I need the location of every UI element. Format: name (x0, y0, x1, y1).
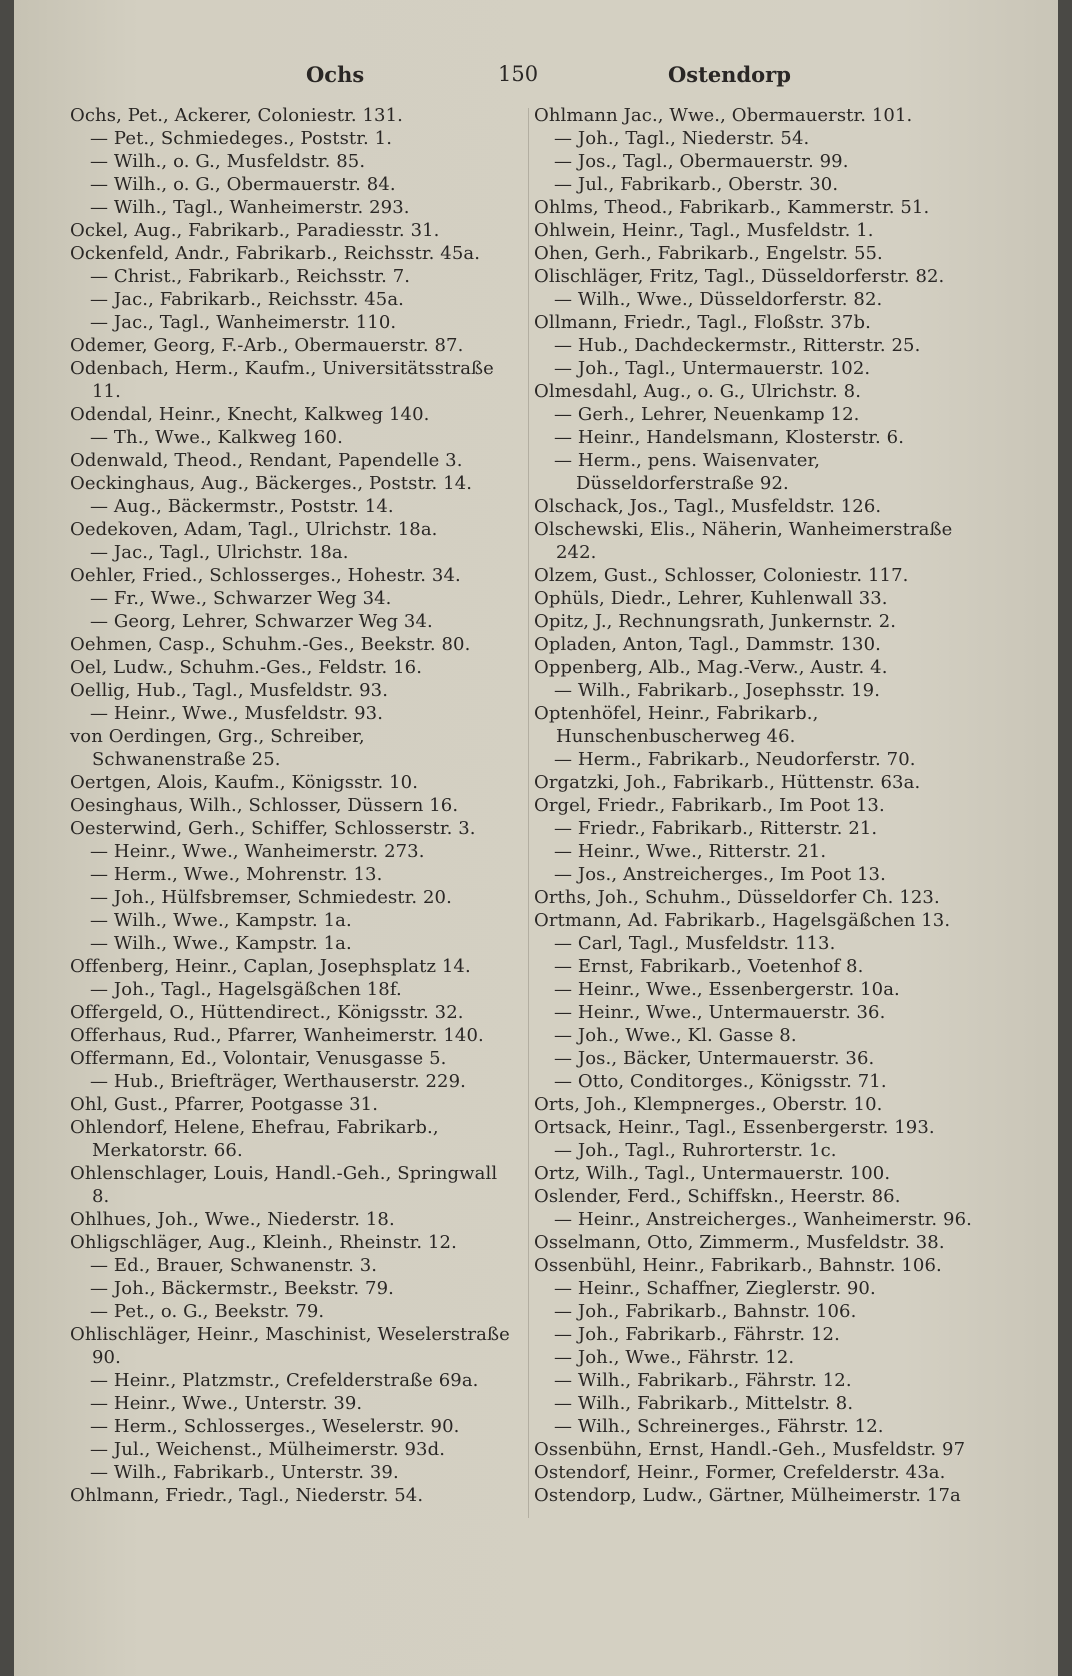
directory-entry: von Oerdingen, Grg., Schreiber, Schwanenstraße 25. (70, 726, 365, 770)
directory-entry: Oesterwind, Gerh., Schiffer, Schlosserstr. 3. (70, 818, 476, 839)
directory-entry: Olmesdahl, Aug., o. G., Ulrichstr. 8. (534, 381, 862, 402)
directory-entry: — Herm., Wwe., Mohrenstr. 13. (90, 864, 383, 885)
directory-entry: Ostendorp, Ludw., Gärtner, Mülheimerstr. 17a (534, 1485, 961, 1506)
directory-entry: Orths, Joh., Schuhm., Düsseldorfer Ch. 123. (534, 887, 940, 908)
directory-entry: — Joh., Tagl., Untermauerstr. 102. (554, 358, 871, 379)
directory-entry: — Wilh., Tagl., Wanheimerstr. 293. (90, 197, 410, 218)
directory-entry: — Ernst, Fabrikarb., Voetenhof 8. (554, 956, 864, 977)
directory-entry: — Joh., Wwe., Fährstr. 12. (554, 1347, 795, 1368)
directory-entry: Oeckinghaus, Aug., Bäckerges., Poststr. 14. (70, 473, 473, 494)
directory-entry: Orgel, Friedr., Fabrikarb., Im Poot 13. (534, 795, 885, 816)
left-column (70, 104, 510, 1507)
directory-entry: Ohl, Gust., Pfarrer, Pootgasse 31. (70, 1094, 379, 1115)
directory-entry: Olschack, Jos., Tagl., Musfeldstr. 126. (534, 496, 882, 517)
directory-entry: Ohlendorf, Helene, Ehefrau, Fabrikarb., Merkatorstr. 66. (70, 1117, 439, 1161)
directory-entry: — Wilh., Schreinerges., Fährstr. 12. (554, 1416, 884, 1437)
directory-entry: Oesinghaus, Wilh., Schlosser, Düssern 16. (70, 795, 459, 816)
directory-entry: Ohlmann Jac., Wwe., Obermauerstr. 101. (534, 105, 913, 126)
directory-entry: Offerhaus, Rud., Pfarrer, Wanheimerstr. 140. (70, 1025, 484, 1046)
page-number: 150 (498, 62, 539, 86)
directory-page (14, 0, 1058, 1676)
directory-entry: Odemer, Georg, F.-Arb., Obermauerstr. 87. (70, 335, 464, 356)
directory-entry: Oehmen, Casp., Schuhm.-Ges., Beekstr. 80. (70, 634, 471, 655)
directory-entry: — Jos., Bäcker, Untermauerstr. 36. (554, 1048, 875, 1069)
directory-entry: Ophüls, Diedr., Lehrer, Kuhlenwall 33. (534, 588, 888, 609)
directory-entry: — Heinr., Wwe., Musfeldstr. 93. (90, 703, 384, 724)
directory-entry: Ollmann, Friedr., Tagl., Floßstr. 37b. (534, 312, 871, 333)
right-entry-list (534, 104, 989, 1507)
directory-entry: — Heinr., Handelsmann, Klosterstr. 6. (554, 427, 905, 448)
directory-entry: Ohlischläger, Heinr., Maschinist, Weselerstraße 90. (70, 1324, 510, 1368)
directory-entry: — Wilh., Fabrikarb., Josephsstr. 19. (554, 680, 881, 701)
directory-entry: Osselmann, Otto, Zimmerm., Musfeldstr. 38. (534, 1232, 945, 1253)
directory-entry: — Wilh., Fabrikarb., Mittelstr. 8. (554, 1393, 854, 1414)
directory-entry: Ossenbühl, Heinr., Fabrikarb., Bahnstr. 106. (534, 1255, 942, 1276)
directory-entry: — Heinr., Wwe., Untermauerstr. 36. (554, 1002, 886, 1023)
directory-entry: Offermann, Ed., Volontair, Venusgasse 5. (70, 1048, 447, 1069)
directory-entry: — Heinr., Wwe., Unterstr. 39. (90, 1393, 363, 1414)
directory-entry: Ohlmann, Friedr., Tagl., Niederstr. 54. (70, 1485, 424, 1506)
directory-entry: — Herm., pens. Waisenvater, Düsseldorferstraße 92. (554, 450, 821, 494)
directory-entry: — Wilh., Fabrikarb., Fährstr. 12. (554, 1370, 852, 1391)
directory-entry: — Heinr., Wwe., Essenbergerstr. 10a. (554, 979, 900, 1000)
page-header (14, 62, 1058, 94)
directory-entry: Oellig, Hub., Tagl., Musfeldstr. 93. (70, 680, 389, 701)
directory-entry: Ohlms, Theod., Fabrikarb., Kammerstr. 51. (534, 197, 930, 218)
directory-entry: — Joh., Tagl., Ruhrorterstr. 1c. (554, 1140, 837, 1161)
directory-entry: — Jos., Anstreicherges., Im Poot 13. (554, 864, 886, 885)
directory-entry: — Joh., Wwe., Kl. Gasse 8. (554, 1025, 797, 1046)
directory-entry: — Joh., Tagl., Niederstr. 54. (554, 128, 810, 149)
directory-entry: — Joh., Hülfsbremser, Schmiedestr. 20. (90, 887, 452, 908)
directory-entry: Ohlhues, Joh., Wwe., Niederstr. 18. (70, 1209, 395, 1230)
directory-entry: Oertgen, Alois, Kaufm., Königsstr. 10. (70, 772, 419, 793)
directory-entry: — Heinr., Platzmstr., Crefelderstraße 69a. (90, 1370, 479, 1391)
directory-entry: Oel, Ludw., Schuhm.-Ges., Feldstr. 16. (70, 657, 423, 678)
directory-entry: Opladen, Anton, Tagl., Dammstr. 130. (534, 634, 881, 655)
directory-entry: — Wilh., Fabrikarb., Unterstr. 39. (90, 1462, 399, 1483)
left-entry-list (70, 104, 510, 1507)
directory-entry: — Pet., o. G., Beekstr. 79. (90, 1301, 325, 1322)
directory-entry: Offergeld, O., Hüttendirect., Königsstr. 32. (70, 1002, 464, 1023)
directory-entry: Olschewski, Elis., Näherin, Wanheimerstraße 242. (534, 519, 953, 563)
directory-entry: — Aug., Bäckermstr., Poststr. 14. (90, 496, 394, 517)
directory-entry: — Jul., Weichenst., Mülheimerstr. 93d. (90, 1439, 446, 1460)
directory-entry: — Georg, Lehrer, Schwarzer Weg 34. (90, 611, 433, 632)
directory-entry: Orts, Joh., Klempnerges., Oberstr. 10. (534, 1094, 883, 1115)
directory-entry: Ochs, Pet., Ackerer, Coloniestr. 131. (70, 105, 403, 126)
directory-entry: — Gerh., Lehrer, Neuenkamp 12. (554, 404, 860, 425)
directory-entry: Ohlwein, Heinr., Tagl., Musfeldstr. 1. (534, 220, 874, 241)
directory-entry: Ostendorf, Heinr., Former, Crefelderstr. 43a. (534, 1462, 946, 1483)
directory-entry: Orgatzki, Joh., Fabrikarb., Hüttenstr. 63a. (534, 772, 921, 793)
directory-entry: Oehler, Fried., Schlosserges., Hohestr. 34. (70, 565, 461, 586)
directory-entry: Offenberg, Heinr., Caplan, Josephsplatz 14. (70, 956, 471, 977)
directory-entry: Ockel, Aug., Fabrikarb., Paradiesstr. 31. (70, 220, 440, 241)
directory-entry: — Heinr., Wwe., Ritterstr. 21. (554, 841, 827, 862)
right-column (534, 104, 989, 1507)
directory-entry: — Jac., Tagl., Wanheimerstr. 110. (90, 312, 397, 333)
directory-entry: Olzem, Gust., Schlosser, Coloniestr. 117. (534, 565, 909, 586)
directory-entry: — Friedr., Fabrikarb., Ritterstr. 21. (554, 818, 878, 839)
directory-entry: — Wilh., Wwe., Kampstr. 1a. (90, 910, 352, 931)
directory-entry: — Fr., Wwe., Schwarzer Weg 34. (90, 588, 392, 609)
directory-entry: — Heinr., Schaffner, Zieglerstr. 90. (554, 1278, 876, 1299)
directory-entry: — Wilh., Wwe., Düsseldorferstr. 82. (554, 289, 883, 310)
header-first-entry: Ochs (306, 62, 365, 87)
directory-entry: — Heinr., Wwe., Wanheimerstr. 273. (90, 841, 425, 862)
directory-entry: Olischläger, Fritz, Tagl., Düsseldorferstr. 82. (534, 266, 945, 287)
directory-entry: — Jul., Fabrikarb., Oberstr. 30. (554, 174, 839, 195)
directory-entry: — Christ., Fabrikarb., Reichsstr. 7. (90, 266, 411, 287)
directory-entry: Ockenfeld, Andr., Fabrikarb., Reichsstr. 45a. (70, 243, 481, 264)
directory-entry: Ortmann, Ad. Fabrikarb., Hagelsgäßchen 13. (534, 910, 951, 931)
directory-entry: — Jac., Fabrikarb., Reichsstr. 45a. (90, 289, 404, 310)
header-last-entry: Ostendorp (668, 62, 791, 87)
directory-entry: — Otto, Conditorges., Königsstr. 71. (554, 1071, 887, 1092)
directory-entry: — Jac., Tagl., Ulrichstr. 18a. (90, 542, 349, 563)
column-divider (528, 108, 529, 1518)
directory-entry: Opitz, J., Rechnungsrath, Junkernstr. 2. (534, 611, 897, 632)
directory-entry: — Joh., Tagl., Hagelsgäßchen 18f. (90, 979, 402, 1000)
directory-entry: — Hub., Briefträger, Werthauserstr. 229. (90, 1071, 466, 1092)
directory-entry: Ortz, Wilh., Tagl., Untermauerstr. 100. (534, 1163, 891, 1184)
directory-entry: — Th., Wwe., Kalkweg 160. (90, 427, 343, 448)
directory-entry: Odendal, Heinr., Knecht, Kalkweg 140. (70, 404, 430, 425)
directory-entry: Ohligschläger, Aug., Kleinh., Rheinstr. 12. (70, 1232, 457, 1253)
directory-entry: Oppenberg, Alb., Mag.-Verw., Austr. 4. (534, 657, 888, 678)
directory-entry: Odenbach, Herm., Kaufm., Universitätsstraße 11. (70, 358, 494, 402)
directory-entry: — Herm., Fabrikarb., Neudorferstr. 70. (554, 749, 916, 770)
directory-entry: Ortsack, Heinr., Tagl., Essenbergerstr. 193. (534, 1117, 935, 1138)
directory-entry: — Joh., Fabrikarb., Bahnstr. 106. (554, 1301, 857, 1322)
directory-entry: — Ed., Brauer, Schwanenstr. 3. (90, 1255, 378, 1276)
directory-entry: — Wilh., Wwe., Kampstr. 1a. (90, 933, 352, 954)
directory-entry: Ossenbühn, Ernst, Handl.-Geh., Musfeldstr. 97 (534, 1439, 966, 1460)
directory-entry: — Wilh., o. G., Musfeldstr. 85. (90, 151, 366, 172)
directory-entry: — Jos., Tagl., Obermauerstr. 99. (554, 151, 849, 172)
directory-entry: — Pet., Schmiedeges., Poststr. 1. (90, 128, 393, 149)
directory-entry: Oslender, Ferd., Schiffskn., Heerstr. 86. (534, 1186, 901, 1207)
directory-entry: — Heinr., Anstreicherges., Wanheimerstr. 96. (554, 1209, 972, 1230)
directory-entry: Ohen, Gerh., Fabrikarb., Engelstr. 55. (534, 243, 883, 264)
directory-entry: — Herm., Schlosserges., Weselerstr. 90. (90, 1416, 460, 1437)
directory-entry: — Hub., Dachdeckermstr., Ritterstr. 25. (554, 335, 921, 356)
directory-entry: Optenhöfel, Heinr., Fabrikarb., Hunschenbuscherweg 46. (534, 703, 819, 747)
directory-entry: Odenwald, Theod., Rendant, Papendelle 3. (70, 450, 463, 471)
directory-entry: — Carl, Tagl., Musfeldstr. 113. (554, 933, 836, 954)
directory-entry: — Wilh., o. G., Obermauerstr. 84. (90, 174, 396, 195)
directory-entry: — Joh., Bäckermstr., Beekstr. 79. (90, 1278, 394, 1299)
directory-entry: — Joh., Fabrikarb., Fährstr. 12. (554, 1324, 840, 1345)
directory-entry: Ohlenschlager, Louis, Handl.-Geh., Springwall 8. (70, 1163, 498, 1207)
directory-entry: Oedekoven, Adam, Tagl., Ulrichstr. 18a. (70, 519, 438, 540)
